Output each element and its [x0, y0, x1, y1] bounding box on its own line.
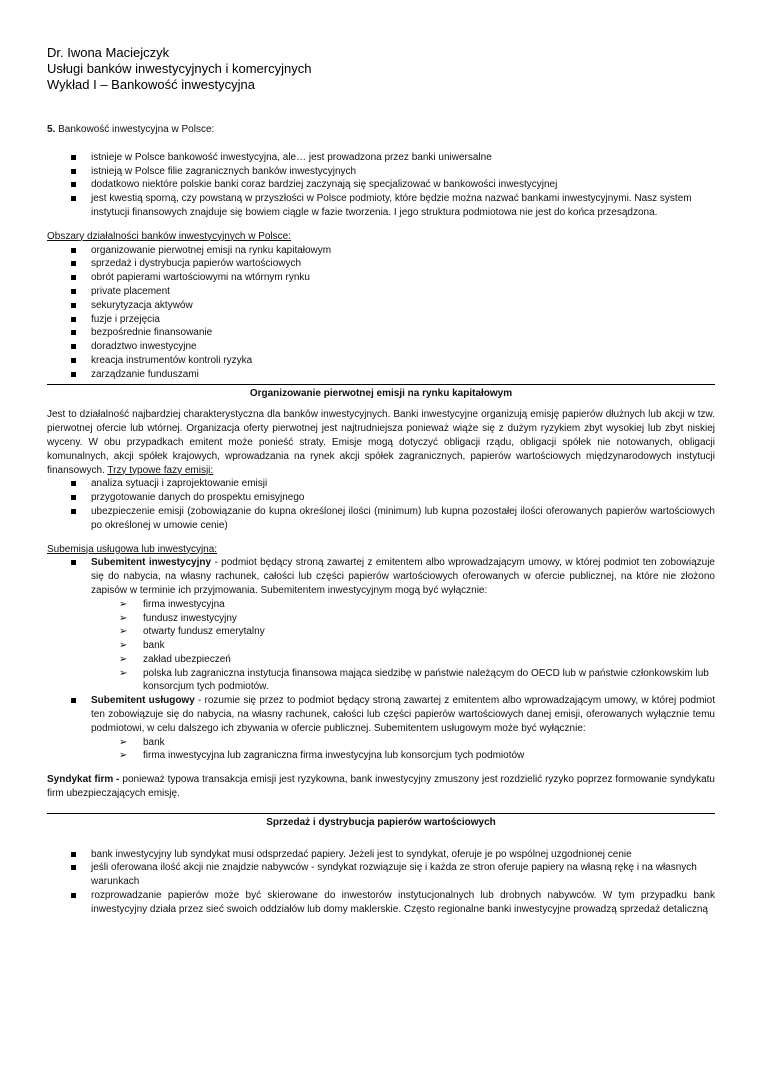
list-item-text: fundusz inwestycyjny [143, 612, 237, 624]
document-header [47, 45, 311, 93]
list-item [47, 667, 715, 695]
list-item: sekurytyzacja aktywów [47, 299, 715, 313]
list-item: przygotowanie danych do prospektu emisyjnego [47, 491, 715, 505]
list-item: sprzedaż i dystrybucja papierów wartościowych [47, 257, 715, 271]
syndicate-term: Syndykat firm - [47, 774, 120, 786]
investment-underwriter-item [47, 556, 715, 597]
list-item [47, 736, 715, 750]
list-item: zarządzanie funduszami [47, 368, 715, 382]
list-item-text: firma inwestycyjna [143, 598, 225, 610]
sales-section-title: Sprzedaż i dystrybucja papierów wartościowych [47, 813, 715, 830]
section-5-title: Bankowość inwestycyjna w Polsce: [55, 124, 215, 135]
service-underwriter-block [47, 694, 715, 735]
arrowhead-bullet-icon: ➢ [119, 750, 128, 762]
list-item: ubezpieczenie emisji (zobowiązanie do kupna określonej ilości (minimum) lub kupna pozostałej ilości oferowanych papierów wartościowych po określonej w umowie cenie) [47, 505, 715, 533]
list-item: obrót papierami wartościowymi na wtórnym rynku [47, 271, 715, 285]
sales-list [47, 848, 715, 917]
list-item [47, 598, 715, 612]
list-item: bezpośrednie finansowanie [47, 326, 715, 340]
arrowhead-bullet-icon: ➢ [119, 653, 128, 665]
emission-paragraph [47, 408, 715, 477]
section-number: 5. [47, 124, 56, 135]
service-underwriter-text: - rozumie się przez to podmiot będący stroną zawartej z emitentem albo wprowadzającym umowy, w której podmiot ten zobowiązuje się do nabycia, na własny rachunek, całości lub części papierów wartościowych danej emisji, oferowanych wyłącznie temu podmiotowi, w celu dalszego ich zbywania w ofercie publicznej. Subemitentem usługowym może być wyłącznie: [91, 695, 715, 734]
document-body [47, 123, 715, 917]
list-item [47, 749, 715, 763]
list-item [47, 612, 715, 626]
syndicate-text: ponieważ typowa transakcja emisji jest ryzykowna, bank inwestycyjny zmuszony jest rozdzielić ryzyko poprzez formowanie syndykatu firm ubezpieczających emisję. [47, 774, 715, 800]
phases-list [47, 477, 715, 532]
list-item: jeśli oferowana ilość akcji nie znajdzie nabywców - syndykat rozwiązuje się i każda ze stron oferuje papiery na własną rękę i na własnych warunkach [47, 861, 715, 889]
list-item-text: bank [143, 736, 165, 748]
list-item: kreacja instrumentów kontroli ryzyka [47, 354, 715, 368]
subemission-heading: Subemisja usługowa lub inwestycyjna: [47, 543, 218, 555]
list-item: fuzje i przejęcia [47, 313, 715, 327]
list-item: organizowanie pierwotnej emisji na rynku kapitałowym [47, 244, 715, 258]
list-item-text: firma inwestycyjna lub zagraniczna firma inwestycyjna lub konsorcjum tych podmiotów [143, 750, 525, 762]
list-item [47, 639, 715, 653]
list-item: jest kwestią sporną, czy powstaną w przyszłości w Polsce podmioty, które będzie można nazwać bankami inwestycyjnymi. Nasz system instytucji finansowych znajduje się bowiem ciągle w fazie tworzenia. I jego struktura podmiotowa nie jest do końca przesądzona. [47, 192, 715, 220]
arrowhead-bullet-icon: ➢ [119, 736, 128, 748]
investment-underwriter-list [47, 598, 715, 695]
section-5-list [47, 151, 715, 220]
list-item: rozprowadzanie papierów może być skierowane do inwestorów instytucjonalnych lub drobnych nabywców. W tym przypadku bank inwestycyjny działa przez sieć swoich oddziałów lub domy maklerskie. Często regionalne banki inwestycyjne prowadzą sprzedaż detaliczną [47, 889, 715, 917]
list-item [47, 625, 715, 639]
subemission-list [47, 556, 715, 597]
areas-heading: Obszary działalności banków inwestycyjnych w Polsce: [47, 230, 291, 242]
investment-underwriter-text: - podmiot będący stroną zawartej z emitentem albo wprowadzającym umowy, w której podmiot ten zobowiązuje się do nabycia, na własny rachunek, całości lub części papierów wartościowych oferowanych w ofercie publicznej, na które nie złożono zapisów w terminie ich przyjmowania. Subemitentem inwestycyjnym mogą być wyłącznie: [91, 557, 715, 596]
list-item: analiza sytuacji i zaprojektowanie emisji [47, 477, 715, 491]
syndicate-paragraph [47, 773, 715, 801]
author-name: Dr. Iwona Maciejczyk [47, 45, 170, 60]
emission-section-title: Organizowanie pierwotnej emisji na rynku kapitałowym [47, 384, 715, 401]
service-underwriter-term: Subemitent usługowy [91, 695, 195, 707]
list-item: doradztwo inwestycyjne [47, 340, 715, 354]
section-5-heading [47, 123, 715, 137]
list-item: istnieje w Polsce bankowość inwestycyjna, ale… jest prowadzona przez banki uniwersalne [47, 151, 715, 165]
phases-label: Trzy typowe fazy emisji: [107, 464, 214, 476]
emission-text: Jest to działalność najbardziej charakterystyczna dla banków inwestycyjnych. Banki inwestycyjne organizują emisję papierów dłużnych lub akcji w tzw. pierwotnej ofercie lub wtórnej. Organizacja oferty pierwotnej jest najtrudniejsza ponieważ wiąże się z dużym ryzykiem zbyt wysokiej lub zbyt niskiej wyceny. W obu przypadkach emitent może ponieść straty. Emisje mogą dotyczyć obligacji rządu, obligacji spółek nie notowanych, obligacji komunalnych, akcji spółek krajowych, wprowadzania na rynek akcji spółek zagranicznych, papierów wartościowych międzynarodowych instytucji finansowych. [47, 409, 715, 476]
service-underwriter-item [47, 694, 715, 735]
service-underwriter-list [47, 736, 715, 764]
list-item-text: bank [143, 640, 165, 652]
lecture-title: Wykład I – Bankowość inwestycyjna [47, 77, 255, 92]
list-item: bank inwestycyjny lub syndykat musi odsprzedać papiery. Jeżeli jest to syndykat, oferuje je po wspólnej uzgodnionej cenie [47, 848, 715, 862]
arrowhead-bullet-icon: ➢ [119, 640, 128, 652]
list-item: private placement [47, 285, 715, 299]
course-title: Usługi banków inwestycyjnych i komercyjnych [47, 61, 312, 76]
arrowhead-bullet-icon: ➢ [119, 667, 128, 679]
arrowhead-bullet-icon: ➢ [119, 626, 128, 638]
list-item [47, 653, 715, 667]
list-item: istnieją w Polsce filie zagranicznych banków inwestycyjnych [47, 165, 715, 179]
investment-underwriter-term: Subemitent inwestycyjny [91, 557, 212, 569]
list-item-text: zakład ubezpieczeń [143, 653, 231, 665]
list-item-text: polska lub zagraniczna instytucja finansowa mająca siedzibę w państwie należącym do OECD lub w państwie członkowskim lub konsorcjum tych podmiotów. [143, 667, 709, 693]
areas-list [47, 244, 715, 382]
arrowhead-bullet-icon: ➢ [119, 612, 128, 624]
list-item: dodatkowo niektóre polskie banki coraz bardziej zaczynają się specjalizować w bankowości inwestycyjnej [47, 178, 715, 192]
list-item-text: otwarty fundusz emerytalny [143, 626, 265, 638]
arrowhead-bullet-icon: ➢ [119, 598, 128, 610]
